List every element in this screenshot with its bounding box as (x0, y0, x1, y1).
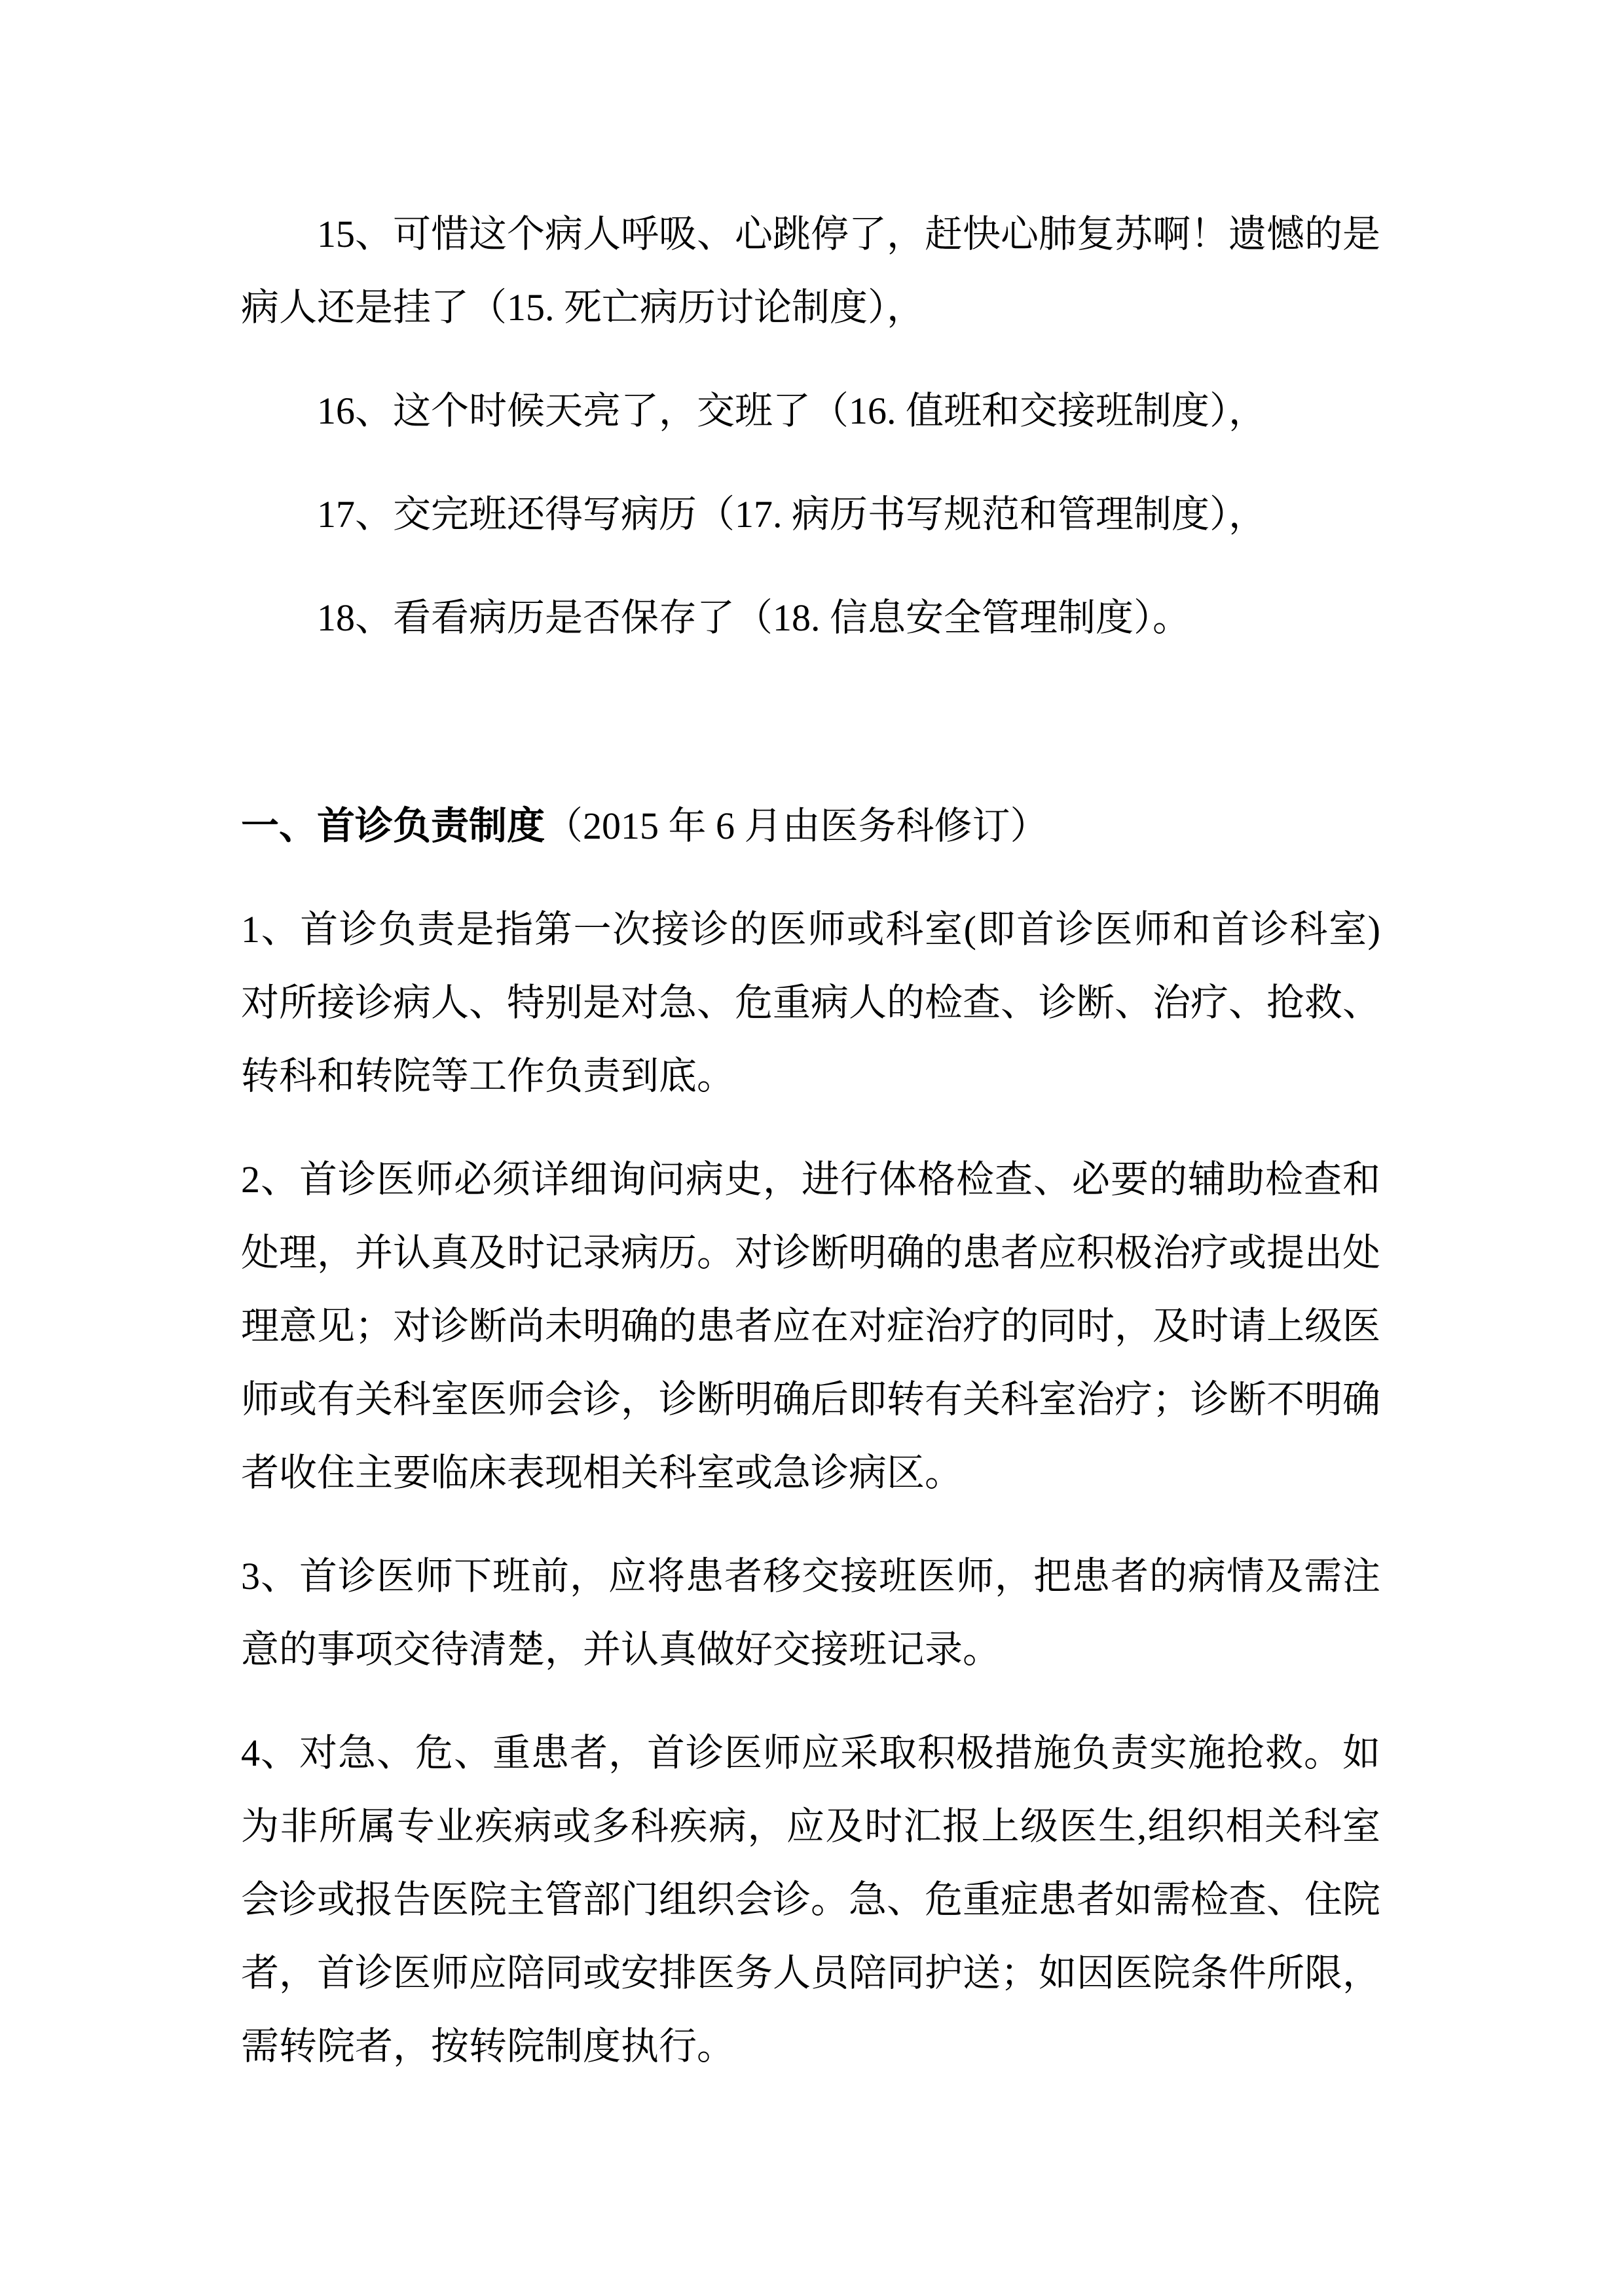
intro-item-16: 16、这个时候天亮了，交班了（16. 值班和交接班制度）， (317, 390, 1267, 432)
intro-item-18: 18、看看病历是否保存了（18. 信息安全管理制度）。 (317, 596, 1191, 639)
intro-item-15: 15、可惜这个病人呼吸、心跳停了，赶快心肺复苏啊！遗憾的是病人还是挂了（15. 死亡病历讨论制度）， (241, 213, 1381, 329)
section-paragraph-3: 3、首诊医师下班前，应将患者移交接班医师，把患者的病情及需注意的事项交待清楚，并认真做好交接班记录。 (241, 1555, 1380, 1671)
blank-line (241, 685, 1380, 790)
section-heading (241, 790, 1380, 863)
section-heading-revision-note: （2015 年 6 月由医务科修订） (545, 805, 1048, 847)
section-paragraph-1: 1、首诊负责是指第一次接诊的医师或科室(即首诊医师和首诊科室)对所接诊病人、特别是对急、危重病人的检查、诊断、治疗、抢救、转科和转院等工作负责到底。 (241, 908, 1381, 1097)
intro-item-17: 17、交完班还得写病历（17. 病历书写规范和管理制度）， (317, 493, 1267, 536)
section-paragraph-2: 2、首诊医师必须详细询问病史，进行体格检查、必要的辅助检查和处理，并认真及时记录病历。对诊断明确的患者应积极治疗或提出处理意见；对诊断尚未明确的患者应在对症治疗的同时，及时请上级医师或有关科室医师会诊，诊断明确后即转有关科室治疗；诊断不明确者收住主要临床表现相关科室或急诊病区。 (241, 1158, 1381, 1494)
section-paragraph-4: 4、对急、危、重患者，首诊医师应采取积极措施负责实施抢救。如为非所属专业疾病或多科疾病，应及时汇报上级医生,组织相关科室会诊或报告医院主管部门组织会诊。急、危重症患者如需检查、住院者，首诊医师应陪同或安排医务人员陪同护送；如因医院条件所限，需转院者，按转院制度执行。 (241, 1732, 1381, 2068)
section-heading-title: 一、首诊负责制度 (241, 805, 545, 847)
